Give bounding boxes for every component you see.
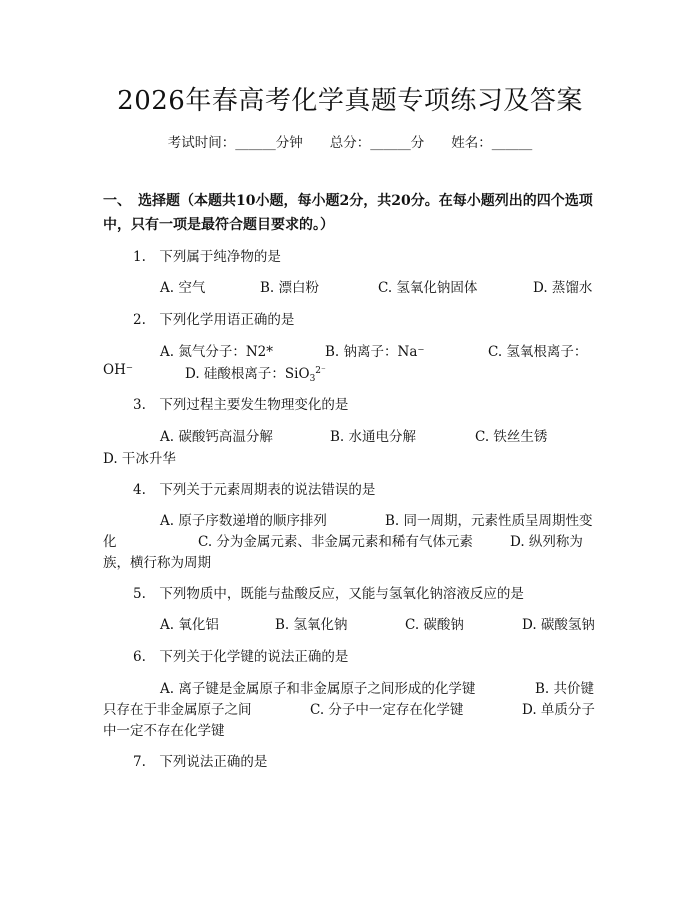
q2-option-c: C. 氢氧根离子： bbox=[488, 344, 588, 360]
q6-option-a: A. 离子键是金属原子和非金属原子之间形成的化学键 bbox=[160, 681, 476, 697]
q1-option-c: C. 氢氧化钠固体 bbox=[378, 280, 478, 296]
q5-option-a: A. 氧化铝 bbox=[160, 617, 219, 633]
q6-option-d-cont: 中一定不存在化学键 bbox=[103, 723, 225, 739]
q4-option-b-cont: 化 bbox=[103, 534, 117, 550]
page-title: 2026年春高考化学真题专项练习及答案 bbox=[117, 86, 583, 116]
question-4-stem: 4. 下列关于元素周期表的说法错误的是 bbox=[133, 482, 376, 498]
q3-option-b: B. 水通电分解 bbox=[330, 429, 417, 445]
q5-option-d: D. 碳酸氢钠 bbox=[522, 617, 595, 633]
question-1-stem: 1. 下列属于纯净物的是 bbox=[133, 249, 281, 265]
q2-option-b: B. 钠离子：Na⁻ bbox=[325, 344, 425, 360]
q2-option-d-text: D. 硅酸根离子：SiO bbox=[185, 366, 310, 382]
q6-option-c: C. 分子中一定存在化学键 bbox=[310, 702, 464, 718]
q3-option-a: A. 碳酸钙高温分解 bbox=[160, 429, 273, 445]
question-2-stem: 2. 下列化学用语正确的是 bbox=[133, 312, 295, 328]
q5-option-b: B. 氢氧化钠 bbox=[275, 617, 348, 633]
exam-info: 考试时间：______分钟 总分：______分 姓名：______ bbox=[167, 135, 533, 151]
q2-option-d-superscript: 2⁻ bbox=[315, 366, 326, 376]
q2-option-d bbox=[185, 362, 326, 382]
q3-option-d: D. 干冰升华 bbox=[103, 451, 176, 467]
q6-option-d: D. 单质分子 bbox=[522, 702, 595, 718]
q4-option-d-cont: 族，横行称为周期 bbox=[103, 555, 211, 571]
q4-option-b: B. 同一周期，元素性质呈周期性变 bbox=[385, 513, 593, 529]
q2-option-a: A. 氮气分子：N2* bbox=[160, 344, 273, 360]
section-heading: 一、 选择题（本题共10小题，每小题2分，共20分。在每小题列出的四个选项中，只有一项是最符合题目要求的。） bbox=[103, 193, 593, 233]
question-5-stem: 5. 下列物质中，既能与盐酸反应，又能与氢氧化钠溶液反应的是 bbox=[133, 586, 524, 602]
question-6-stem: 6. 下列关于化学键的说法正确的是 bbox=[133, 649, 349, 665]
q4-option-c: C. 分为金属元素、非金属元素和稀有气体元素 bbox=[198, 534, 473, 550]
q2-option-d-subscript: 3 bbox=[309, 374, 316, 384]
question-7-stem: 7. 下列说法正确的是 bbox=[133, 754, 268, 770]
q2-option-c-cont: OH⁻ bbox=[103, 362, 133, 378]
q1-option-b: B. 漂白粉 bbox=[260, 280, 320, 296]
q1-option-d: D. 蒸馏水 bbox=[533, 280, 593, 296]
question-3-stem: 3. 下列过程主要发生物理变化的是 bbox=[133, 397, 349, 413]
q4-option-d: D. 纵列称为 bbox=[510, 534, 583, 550]
q6-option-b-cont: 只存在于非金属原子之间 bbox=[103, 702, 252, 718]
q4-option-a: A. 原子序数递增的顺序排列 bbox=[160, 513, 327, 529]
q3-option-c: C. 铁丝生锈 bbox=[475, 429, 548, 445]
q6-option-b: B. 共价键 bbox=[535, 681, 595, 697]
q5-option-c: C. 碳酸钠 bbox=[405, 617, 464, 633]
q1-option-a: A. 空气 bbox=[160, 280, 206, 296]
